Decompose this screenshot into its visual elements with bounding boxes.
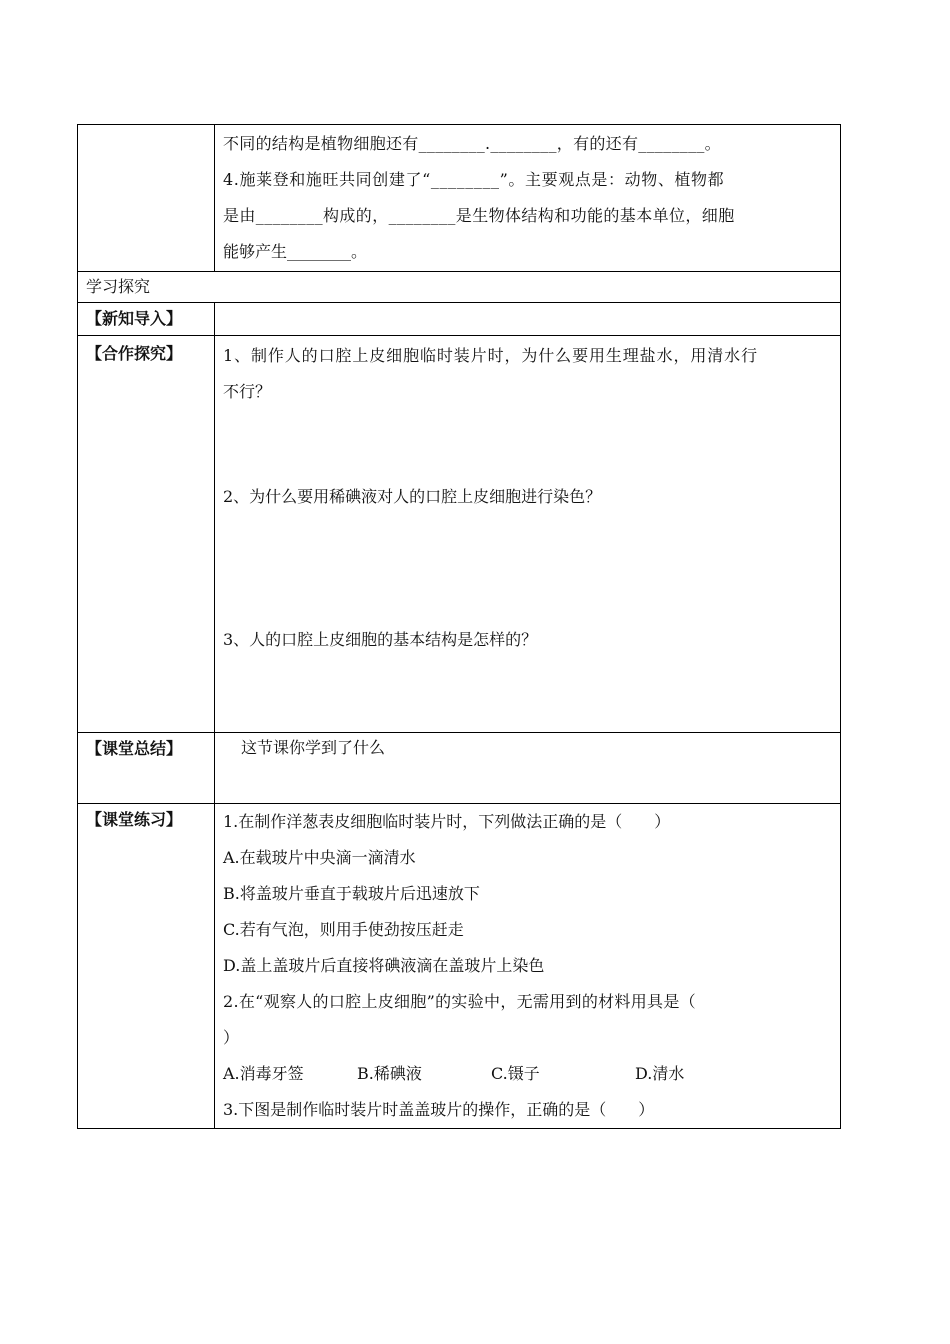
question-1-line-2: 不行？ — [223, 382, 272, 401]
practice-option: B.将盖玻片垂直于载玻片后迅速放下 — [223, 884, 480, 903]
practice-option: C.镊子 — [491, 1064, 540, 1083]
study-heading-cell — [78, 272, 841, 303]
new-knowledge-content — [215, 303, 841, 336]
practice-label: 【课堂练习】 — [86, 810, 183, 829]
practice-option: B.稀碘液 — [357, 1064, 422, 1083]
practice-content — [215, 804, 841, 1129]
new-knowledge-label-cell — [78, 303, 215, 336]
practice-option: A.消毒牙签 — [223, 1064, 304, 1083]
text-line: 能够产生________。 — [223, 242, 368, 261]
summary-row — [78, 733, 841, 804]
new-knowledge-label: 【新知导入】 — [86, 309, 183, 328]
practice-option: D.盖上盖玻片后直接将碘液滴在盖玻片上染色 — [223, 956, 545, 975]
top-section-row — [78, 125, 841, 272]
cooperation-label-cell — [78, 336, 215, 733]
question-2: 2、为什么要用稀碘液对人的口腔上皮细胞进行染色？ — [223, 487, 602, 506]
summary-label-cell — [78, 733, 215, 804]
top-section-content — [215, 125, 841, 272]
new-knowledge-row — [78, 303, 841, 336]
summary-label: 【课堂总结】 — [86, 739, 183, 758]
question-1-line-1: 1、制作人的口腔上皮细胞临时装片时，为什么要用生理盐水，用清水行 — [223, 346, 758, 365]
study-heading: 学习探究 — [86, 277, 151, 296]
practice-options-row — [215, 1056, 840, 1092]
practice-question-2-line-2: ） — [223, 1028, 240, 1047]
summary-content — [215, 733, 841, 804]
practice-option: A.在载玻片中央滴一滴清水 — [223, 848, 416, 867]
worksheet-table — [77, 124, 841, 1129]
practice-question-1: 1.在制作洋葱表皮细胞临时装片时，下列做法正确的是（ ） — [223, 812, 671, 831]
practice-question-3: 3.下图是制作临时装片时盖盖玻片的操作，正确的是（ ） — [223, 1100, 655, 1119]
study-heading-row — [78, 272, 841, 303]
top-section-label-cell — [78, 125, 215, 272]
practice-option: D.清水 — [635, 1064, 685, 1083]
question-3: 3、人的口腔上皮细胞的基本结构是怎样的？ — [223, 630, 538, 649]
text-line: 4.施莱登和施旺共同创建了“________”。主要观点是：动物、植物都 — [223, 170, 725, 189]
cooperation-content — [215, 336, 841, 733]
text-line: 不同的结构是植物细胞还有________.________，有的还有________。 — [223, 134, 721, 153]
practice-row — [78, 804, 841, 1129]
cooperation-label: 【合作探究】 — [86, 344, 183, 363]
practice-label-cell — [78, 804, 215, 1129]
cooperation-row — [78, 336, 841, 733]
summary-prompt: 这节课你学到了什么 — [241, 738, 386, 757]
practice-option: C.若有气泡，则用手使劲按压赶走 — [223, 920, 464, 939]
text-line: 是由________构成的，________是生物体结构和功能的基本单位，细胞 — [223, 206, 735, 225]
practice-question-2-line-1: 2.在“观察人的口腔上皮细胞”的实验中，无需用到的材料用具是（ — [223, 992, 696, 1011]
